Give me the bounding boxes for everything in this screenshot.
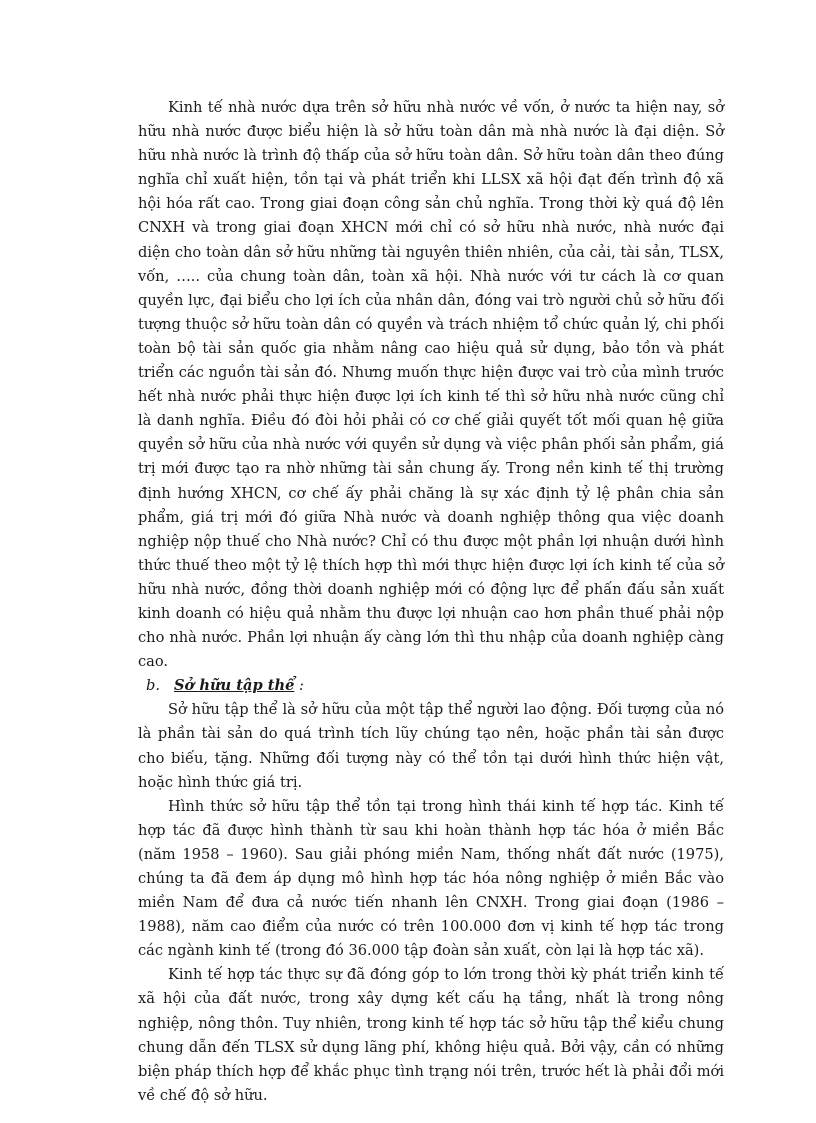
paragraph-cooperative-economy: Hình thức sở hữu tập thể tồn tại trong hình thái kinh tế hợp tác. Kinh tế hợp tác đã được hình thành từ sau khi hoàn thành hợp tác hóa ở miền Bắc (năm 1958 – 1960). Sau giải phóng miền Nam, thống nhất đất nước (1975), chúng ta đã đem áp dụng mô hình hợp tác hóa nông nghiệp ở miền Bắc vào miền Nam để đưa cả nước tiến nhanh lên CNXH. Trong giai đoạn (1986 – 1988), năm cao điểm của nước có trên 100.000 đơn vị kinh tế hợp tác trong các ngành kinh tế (trong đó 36.000 tập đoàn sản xuất, còn lại là hợp tác xã). — [138, 797, 724, 960]
paragraph-state-ownership: Kinh tế nhà nước dựa trên sở hữu nhà nước về vốn, ở nước ta hiện nay, sở hữu nhà nước được biểu hiện là sở hữu toàn dân mà nhà nước là đại diện. Sở hữu nhà nước là trình độ thấp của sở hữu toàn dân. Sở hữu toàn dân theo đúng nghĩa chỉ xuất hiện, tồn tại và phát triển khi LLSX xã hội đạt đến trình độ xã hội hóa rất cao. Trong giai đoạn công sản chủ nghĩa. Trong thời kỳ quá độ lên CNXH và trong giai đoạn XHCN mới chỉ có sở hữu nhà nước, nhà nước đại diện cho toàn dân sở hữu những tài nguyên thiên nhiên, của cải, tài sản, TLSX, vốn, ….. của chung toàn dân, toàn xã hội. Nhà nước với tư cách là cơ quan quyền lực, đại biểu cho lợi ích của nhân dân, đóng vai trò người chủ sở hữu đối tượng thuộc sở hữu toàn dân có quyền và trách nhiệm tổ chức quản lý, chi phối toàn bộ tài sản quốc gia nhằm nâng cao hiệu quả sử dụng, bảo tồn và phát triển các nguồn tài sản đó. Nhưng muốn thực hiện được vai trò của mình trước hết nhà nước phải thực hiện được lợi ích kinh tế thì sở hữu nhà nước cũng chỉ là danh nghĩa. Điều đó đòi hỏi phải có cơ chế giải quyết tốt mối quan hệ giữa quyền sở hữu của nhà nước với quyền sử dụng và việc phân phối sản phẩm, giá trị mới được tạo ra nhờ những tài sản chung ấy. Trong nền kinh tế thị trường định hướng XHCN, cơ chế ấy phải chăng là sự xác định tỷ lệ phân chia sản phẩm, giá trị mới đó giữa Nhà nước và doanh nghiệp thông qua việc doanh nghiệp nộp thuế cho Nhà nước? Chỉ có thu được một phần lợi nhuận dưới hình thức thuế theo một tỷ lệ thích hợp thì mới thực hiện được lợi ích kinh tế của sở hữu nhà nước, đồng thời doanh nghiệp mới có động lực để phấn đấu sản xuất kinh doanh có hiệu quả nhằm thu được lợi nhuận cao hơn phần thuế phải nộp cho nhà nước. Phần lợi nhuận ấy càng lớn thì thu nhập của doanh nghiệp càng cao. — [138, 99, 724, 671]
paragraph-cooperative-contribution: Kinh tế hợp tác thực sự đã đóng góp to lớn trong thời kỳ phát triển kinh tế xã hội của đất nước, trong xây dựng kết cấu hạ tầng, nhất là trong nông nghiệp, nông thôn. Tuy nhiên, trong kinh tế hợp tác sở hữu tập thể kiểu chung chung dẫn đến TLSX sử dụng lãng phí, không hiệu quả. Bởi vậy, cần có những biện pháp thích hợp để khắc phục tình trạng nói trên, trước hết là phải đổi mới về chế độ sở hữu. — [138, 966, 724, 1104]
paragraph-collective-definition: Sở hữu tập thể là sở hữu của một tập thể người lao động. Đối tượng của nó là phần tài sản do quá trình tích lũy chúng tạo nên, hoặc phần tài sản được cho biếu, tặng. Những đối tượng này có thể tồn tại dưới hình thức hiện vật, hoặc hình thức giá trị. — [138, 701, 724, 791]
document-page — [138, 96, 724, 1108]
section-title-suffix: : — [294, 677, 304, 695]
section-letter: b. — [146, 677, 160, 695]
section-title: Sở hữu tập thể — [173, 677, 295, 695]
section-heading-collective-ownership — [138, 674, 724, 698]
